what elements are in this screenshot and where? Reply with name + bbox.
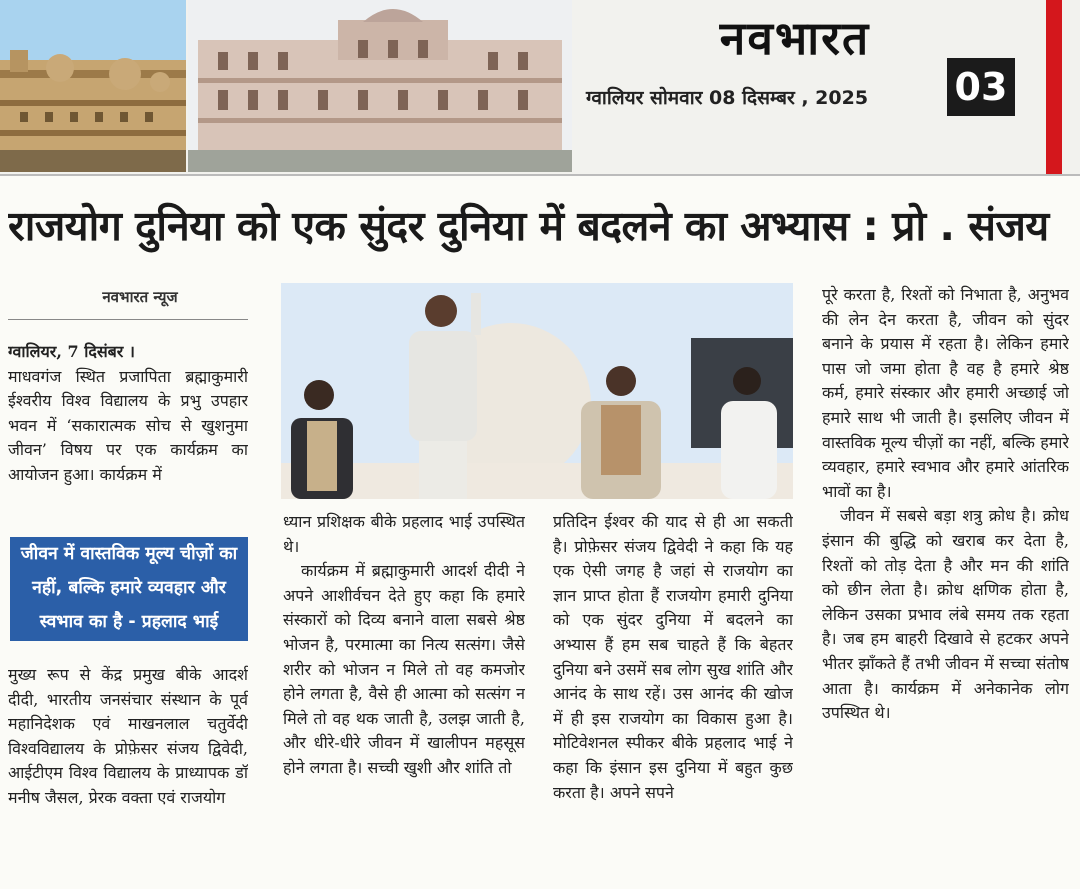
dateline: ग्वालियर सोमवार 08 दिसम्बर , 2025 <box>586 87 869 109</box>
pull-quote-text: जीवन में वास्तविक मूल्य चीज़ों का नहीं, बल्कि हमारे व्यवहार और स्वभाव का है - प्रहलाद भाई <box>20 544 238 632</box>
accent-bar <box>1046 0 1062 174</box>
byline: नवभारत न्यूज <box>102 288 178 306</box>
fort-photo <box>0 0 186 172</box>
palace-photo <box>188 0 572 172</box>
paragraph: जीवन में सबसे बड़ा शत्रु क्रोध है। क्रोध इंसान की बुद्धि को खराब कर देता है, रिश्तों को तोड़ देता है और मन की शांति को छीन लेता है। क्रोध क्षणिक होता है, लेकिन उसका प्रभाव लंबे समय तक रहता है। जब हम बाहरी दिखावे से हटकर अपने भीतर झाँकते हैं तभी जीवन में सच्चा संतोष आता है। कार्यक्रम में अनेकानेक लोग उपस्थित थे। <box>822 506 1069 723</box>
dateline-place: ग्वालियर, 7 दिसंबर । <box>8 342 135 361</box>
event-photo <box>281 283 793 499</box>
page-number: 03 <box>947 58 1015 116</box>
paragraph: ध्यान प्रशिक्षक बीके प्रहलाद भाई उपस्थित थे। <box>283 512 525 556</box>
column-4 <box>822 283 1069 889</box>
divider <box>8 319 248 320</box>
column-1-bottom <box>8 663 248 889</box>
column-2 <box>283 510 525 889</box>
masthead <box>0 0 1080 175</box>
headline: राजयोग दुनिया को एक सुंदर दुनिया में बदलने का अभ्यास : प्रो . संजय <box>8 202 1049 250</box>
paragraph: पूरे करता है, रिश्तों को निभाता है, अनुभव की लेन देन करता है, जीवन को सुंदर बनाने के प्रयास में रहता है। लेकिन हमारे पास जो जमा होता है वह है हमारे श्रेष्ठ कर्म, हमारे संस्कार और हमारी अच्छाई जो हमारे साथ भी जाती है। इसलिए जीवन में वास्तविक मूल्य चीज़ों का नहीं, बल्कि हमारे व्यवहार, हमारे स्वभाव और हमारे आंतरिक भावों का है। <box>822 285 1069 501</box>
paragraph: कार्यक्रम में ब्रह्माकुमारी आदर्श दीदी ने अपने आशीर्वचन देते हुए कहा कि हमारे संस्कारों को दिव्य बनाने वाला सबसे श्रेष्ठ भोजन है, परमात्मा का नित्य सत्संग। जैसे शरीर को भोजन न मिले तो वह कमजोर होने लगता है, वैसे ही आत्मा को सत्संग न मिले तो वह थक जाती है, उलझ जाती है, और धीरे-धीरे जीवन में खालीपन महसूस होने लगता है। सच्ची खुशी और शांति तो <box>283 561 525 777</box>
paragraph: प्रतिदिन ईश्वर की याद से ही आ सकती है। प्रोफ़ेसर संजय द्विवेदी ने कहा कि यह एक ऐसी जगह है जहां से राजयोग का ज्ञान प्राप्त होता हैं राजयोग हमारी दुनिया को एक सुंदर दुनिया में बदलने का अभ्यास हैं हम सब चाहते हैं कि बेहतर दुनिया बने उसमें सब लोग सुख शांति और आनंद के साथ रहें। उस आनंद की खोज में ही इस राजयोग का विकास हुआ है। मोटिवेशनल स्पीकर बीके प्रहलाद भाई ने कहा कि इंसान इस दुनिया में बहुत कुछ करता है। अपने सपने <box>553 512 793 802</box>
paragraph: मुख्य रूप से केंद्र प्रमुख बीके आदर्श दीदी, भारतीय जनसंचार संस्थान के पूर्व महानिदेशक एवं माखनलाल चतुर्वेदी विश्वविद्यालय के प्रोफ़ेसर संजय द्विवेदी, आईटीएम विश्व विद्यालय के प्राध्यापक डॉ मनीष जैसल, प्रेरक वक्ता एवं राजयोग <box>8 665 248 807</box>
column-3 <box>553 510 793 889</box>
column-1-top <box>8 340 248 536</box>
paragraph: माधवगंज स्थित प्रजापिता ब्रह्माकुमारी ईश्वरीय विश्व विद्यालय के प्रभु उपहार भवन में ‘सकारात्मक सोच से खुशनुमा जीवन’ विषय पर एक कार्यक्रम का आयोजन हुआ। कार्यक्रम में <box>8 366 248 484</box>
newspaper-logo: नवभारत <box>719 11 871 65</box>
pull-quote <box>10 537 248 641</box>
divider <box>0 174 1080 176</box>
